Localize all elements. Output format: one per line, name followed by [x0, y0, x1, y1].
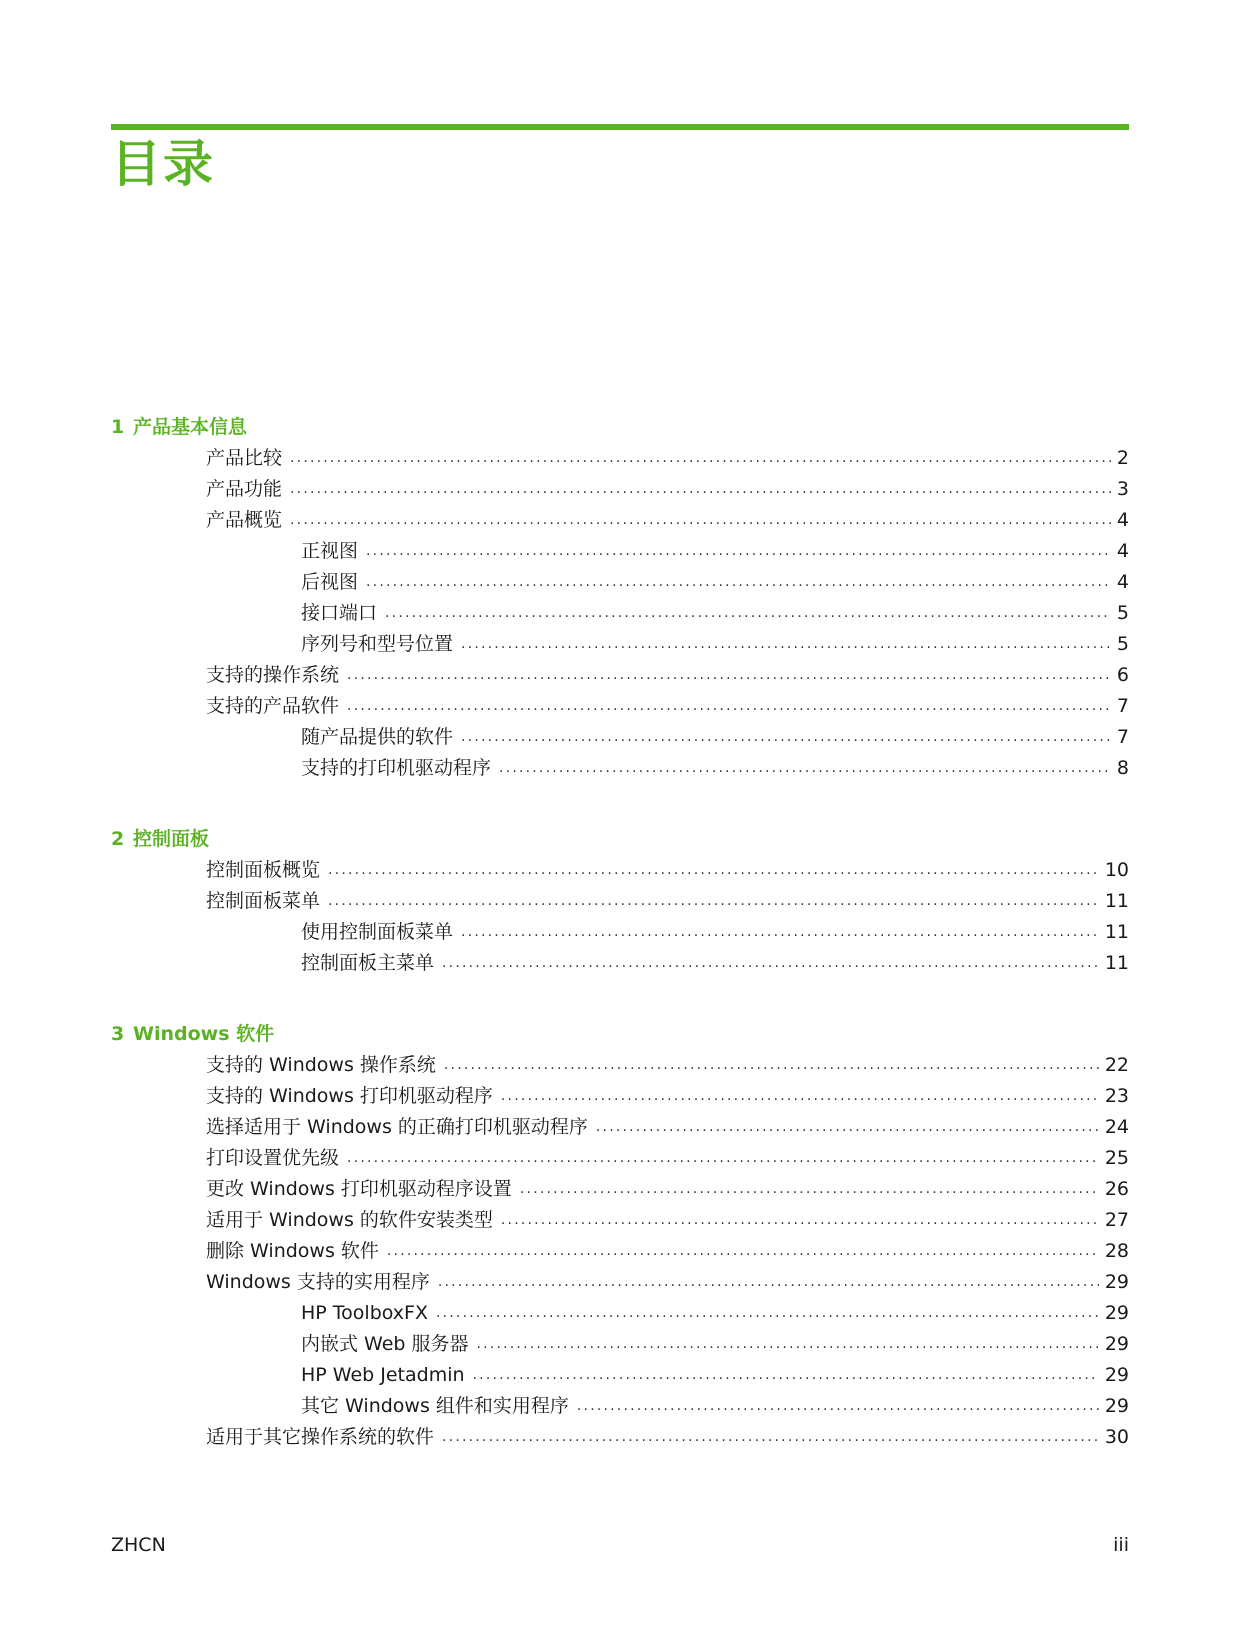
toc-entry-label: 更改 Windows 打印机驱动程序设置 [206, 1178, 512, 1200]
toc-entry[interactable] [111, 917, 1129, 948]
toc-entry-page: 4 [1116, 571, 1129, 593]
chapter-title: 产品基本信息 [133, 416, 248, 438]
toc-entry-page: 8 [1116, 757, 1129, 779]
toc-entry[interactable] [111, 1360, 1129, 1391]
dot-leader [387, 1236, 1099, 1267]
toc-entry-label: 打印设置优先级 [206, 1147, 340, 1169]
dot-leader [442, 1422, 1099, 1453]
toc-entry-label: 支持的操作系统 [206, 664, 340, 686]
dot-leader [347, 1143, 1099, 1174]
toc-entry-page: 6 [1116, 664, 1129, 686]
title-rule [111, 124, 1129, 130]
toc-entry[interactable] [111, 443, 1129, 474]
toc-entry-label: 其它 Windows 组件和实用程序 [301, 1395, 569, 1417]
toc-entry-label: 适用于 Windows 的软件安装类型 [206, 1209, 493, 1231]
toc-entry-label: 控制面板主菜单 [301, 952, 435, 974]
chapter-number: 1 [111, 416, 125, 438]
toc-entry-page: 29 [1104, 1302, 1129, 1324]
toc-entry[interactable] [111, 1298, 1129, 1329]
dot-leader [473, 1360, 1099, 1391]
toc-entry[interactable] [111, 753, 1129, 784]
toc-entry[interactable] [111, 855, 1129, 886]
toc-entry[interactable] [111, 505, 1129, 536]
toc-entry[interactable] [111, 886, 1129, 917]
toc-entry-page: 22 [1104, 1054, 1129, 1076]
dot-leader [477, 1329, 1099, 1360]
dot-leader [461, 722, 1111, 753]
dot-leader [290, 443, 1111, 474]
toc-entry-label: HP Web Jetadmin [301, 1364, 465, 1386]
toc-entry-label: 支持的打印机驱动程序 [301, 757, 492, 779]
footer-page-number: iii [1113, 1534, 1129, 1556]
toc-entry-page: 29 [1104, 1271, 1129, 1293]
toc-entry-page: 25 [1104, 1147, 1129, 1169]
chapter-number: 2 [111, 828, 125, 850]
toc-entry[interactable] [111, 722, 1129, 753]
chapter-section [111, 412, 1129, 784]
toc-entry[interactable] [111, 1050, 1129, 1081]
toc-entry-label: 产品功能 [206, 478, 283, 500]
toc-entry-page: 2 [1116, 447, 1129, 469]
dot-leader [577, 1391, 1099, 1422]
chapter-section [111, 824, 1129, 979]
toc-entry-label: 适用于其它操作系统的软件 [206, 1426, 435, 1448]
toc-entry-page: 4 [1116, 540, 1129, 562]
toc-entry-page: 26 [1104, 1178, 1129, 1200]
chapter-heading[interactable] [111, 412, 1129, 443]
toc-entry-label: 后视图 [301, 571, 359, 593]
dot-leader [366, 536, 1111, 567]
dot-leader [290, 474, 1111, 505]
toc-entry[interactable] [111, 1391, 1129, 1422]
toc-entry-page: 11 [1104, 890, 1129, 912]
toc-entry[interactable] [111, 1112, 1129, 1143]
toc-entry-label: 随产品提供的软件 [301, 726, 454, 748]
dot-leader [347, 660, 1111, 691]
dot-leader [347, 691, 1111, 722]
toc-entry[interactable] [111, 598, 1129, 629]
table-of-contents [111, 412, 1129, 1493]
toc-entry-page: 29 [1104, 1395, 1129, 1417]
toc-entry-page: 5 [1116, 633, 1129, 655]
dot-leader [501, 1081, 1099, 1112]
toc-entry[interactable] [111, 1174, 1129, 1205]
toc-entry-label: 选择适用于 Windows 的正确打印机驱动程序 [206, 1116, 588, 1138]
toc-entry-page: 23 [1104, 1085, 1129, 1107]
toc-entry[interactable] [111, 474, 1129, 505]
toc-entry-page: 30 [1104, 1426, 1129, 1448]
dot-leader [520, 1174, 1099, 1205]
dot-leader [290, 505, 1111, 536]
toc-entry[interactable] [111, 948, 1129, 979]
toc-entry-page: 10 [1104, 859, 1129, 881]
chapter-section [111, 1019, 1129, 1453]
dot-leader [438, 1267, 1099, 1298]
chapter-heading[interactable] [111, 1019, 1129, 1050]
toc-entry-label: 序列号和型号位置 [301, 633, 454, 655]
toc-entry-page: 27 [1104, 1209, 1129, 1231]
toc-entry-page: 3 [1116, 478, 1129, 500]
toc-entry[interactable] [111, 629, 1129, 660]
toc-entry-label: 产品概览 [206, 509, 283, 531]
page-title: 目录 [111, 135, 215, 193]
toc-entry-label: 支持的 Windows 操作系统 [206, 1054, 436, 1076]
toc-entry-label: 支持的产品软件 [206, 695, 340, 717]
dot-leader [328, 855, 1099, 886]
dot-leader [442, 948, 1099, 979]
dot-leader [366, 567, 1111, 598]
toc-entry-label: 支持的 Windows 打印机驱动程序 [206, 1085, 493, 1107]
toc-entry-label: 删除 Windows 软件 [206, 1240, 379, 1262]
dot-leader [385, 598, 1111, 629]
dot-leader [596, 1112, 1099, 1143]
toc-entry-label: 使用控制面板菜单 [301, 921, 454, 943]
toc-entry[interactable] [111, 1205, 1129, 1236]
toc-entry-label: Windows 支持的实用程序 [206, 1271, 430, 1293]
toc-entry[interactable] [111, 1267, 1129, 1298]
toc-entry-label: 接口端口 [301, 602, 378, 624]
chapter-heading[interactable] [111, 824, 1129, 855]
toc-entry-page: 11 [1104, 921, 1129, 943]
toc-entry-label: 正视图 [301, 540, 359, 562]
toc-entry[interactable] [111, 1329, 1129, 1360]
toc-entry[interactable] [111, 1422, 1129, 1453]
dot-leader [444, 1050, 1099, 1081]
toc-entry-page: 24 [1104, 1116, 1129, 1138]
dot-leader [461, 629, 1111, 660]
toc-entry-label: HP ToolboxFX [301, 1302, 428, 1324]
toc-entry[interactable] [111, 660, 1129, 691]
toc-entry-page: 4 [1116, 509, 1129, 531]
toc-entry-page: 11 [1104, 952, 1129, 974]
toc-entry-page: 7 [1116, 695, 1129, 717]
footer-locale: ZHCN [111, 1534, 166, 1556]
toc-entry[interactable] [111, 536, 1129, 567]
dot-leader [499, 753, 1111, 784]
toc-entry-page: 28 [1104, 1240, 1129, 1262]
dot-leader [328, 886, 1099, 917]
toc-entry[interactable] [111, 567, 1129, 598]
chapter-title: 控制面板 [133, 828, 210, 850]
chapter-number: 3 [111, 1023, 125, 1045]
chapter-title: Windows 软件 [133, 1023, 275, 1045]
dot-leader [501, 1205, 1099, 1236]
toc-entry-page: 7 [1116, 726, 1129, 748]
dot-leader [461, 917, 1099, 948]
toc-entry-page: 29 [1104, 1364, 1129, 1386]
toc-entry[interactable] [111, 1081, 1129, 1112]
toc-entry[interactable] [111, 1236, 1129, 1267]
toc-entry-label: 产品比较 [206, 447, 283, 469]
toc-entry[interactable] [111, 691, 1129, 722]
toc-entry-label: 控制面板概览 [206, 859, 321, 881]
toc-entry-label: 内嵌式 Web 服务器 [301, 1333, 469, 1355]
toc-entry-page: 5 [1116, 602, 1129, 624]
toc-entry-page: 29 [1104, 1333, 1129, 1355]
toc-entry-label: 控制面板菜单 [206, 890, 321, 912]
dot-leader [436, 1298, 1099, 1329]
toc-entry[interactable] [111, 1143, 1129, 1174]
